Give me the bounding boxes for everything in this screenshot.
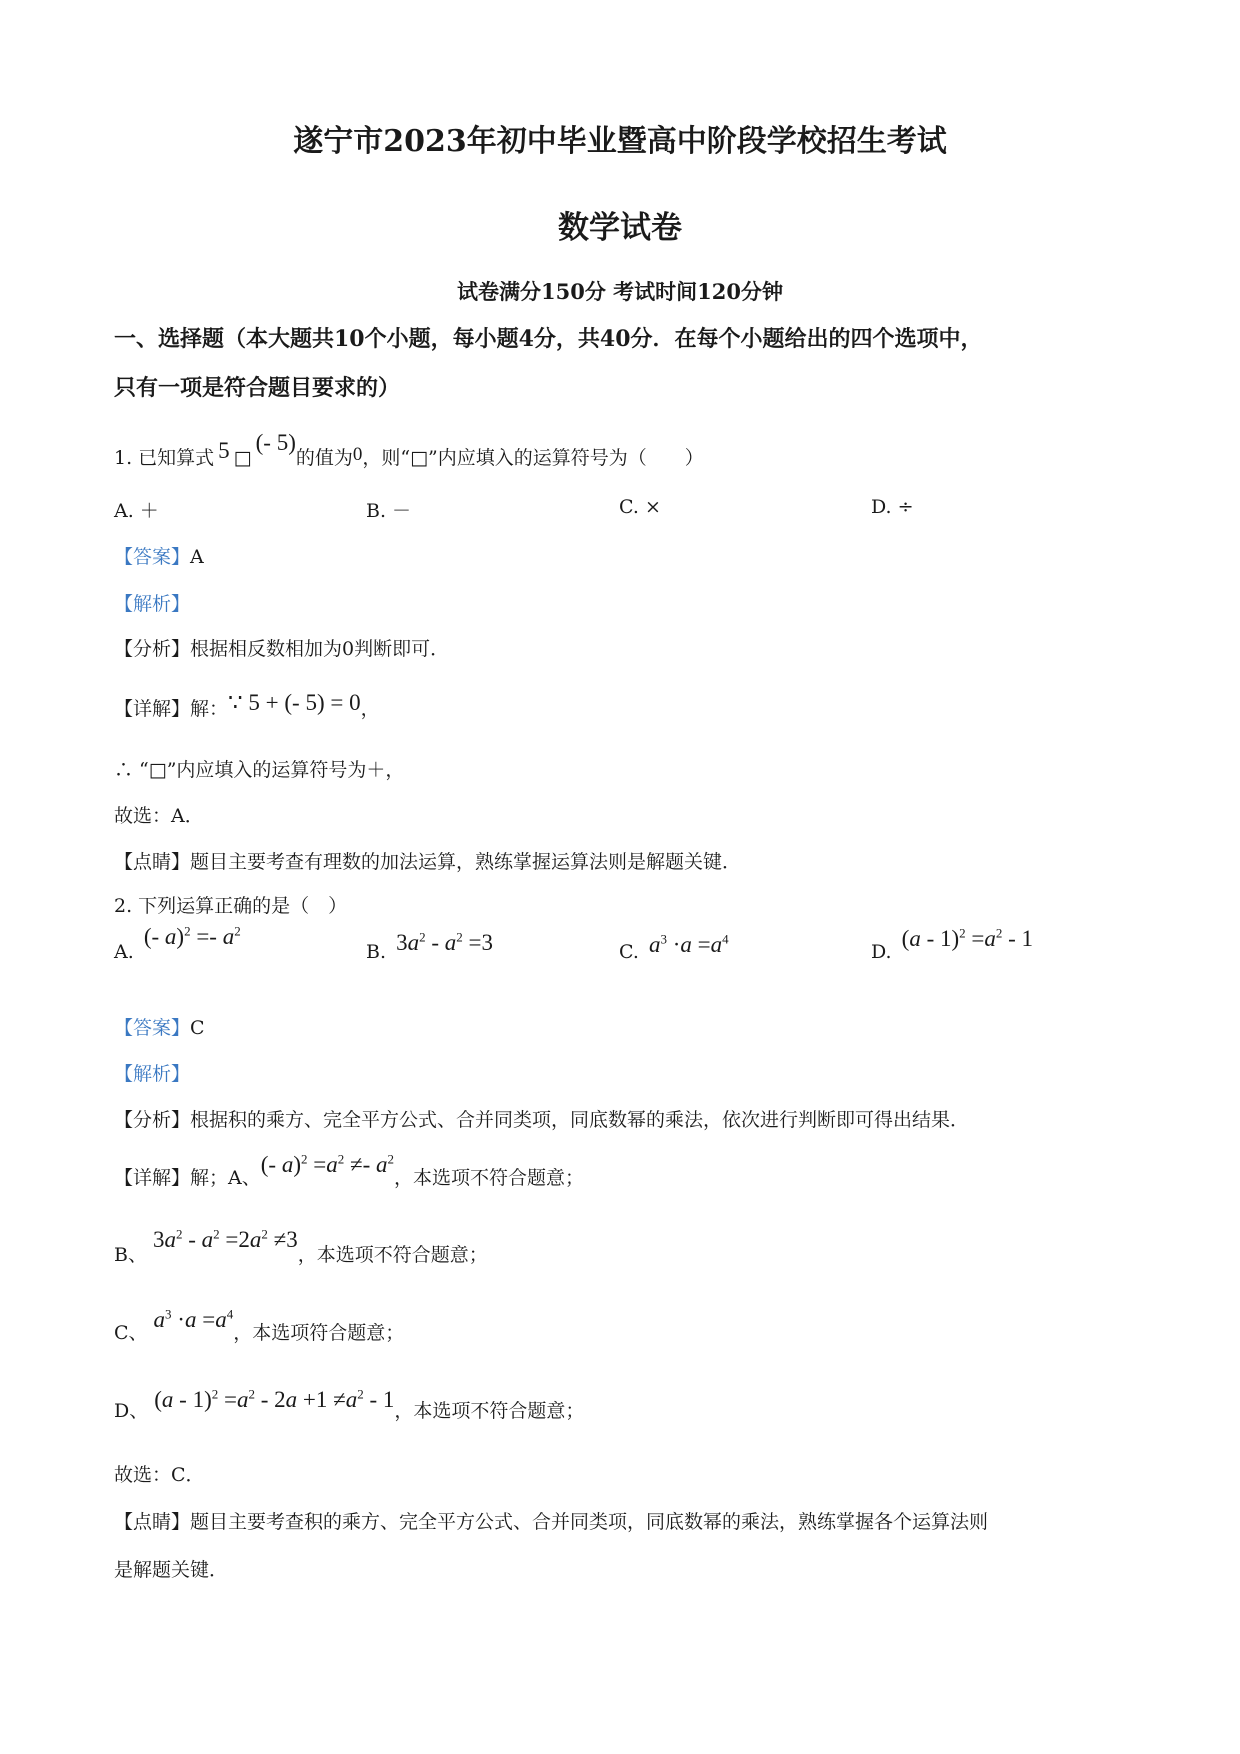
q2-option-d-label: D. <box>871 941 892 963</box>
q2-answer-value: C <box>190 1017 205 1039</box>
q1-choose: 故选：A． <box>114 805 204 827</box>
page-title: 遂宁市2023年初中毕业暨高中阶段学校招生考试 <box>293 124 947 159</box>
q1-math-box: □ <box>233 447 252 469</box>
q1-option-c: C. × <box>619 496 661 518</box>
page-subtitle: 数学试卷 <box>558 210 682 246</box>
q1-stem-prefix: 1. 已知算式 <box>114 447 215 469</box>
q1-stem-suffix: ，则“□”内应填入的运算符号为（ ） <box>362 447 704 469</box>
q2-detail-b-label: B、 <box>114 1244 147 1266</box>
q1-xiangjie-math: ∵ 5 + (- 5) = 0 <box>228 690 361 715</box>
q2-detail-a <box>114 1151 585 1190</box>
q2-option-b <box>366 929 493 964</box>
q2-stem: 2. 下列运算正确的是（ ） <box>114 895 348 917</box>
q1-math-neg5: (- 5) <box>255 430 296 455</box>
q2-detail-c-math: $a^3 \cdot a =a^4$ <box>153 1306 234 1332</box>
q2-option-d-math: $(a - 1)^2 =a^2 - 1$ <box>901 925 1034 951</box>
q2-detail-d-note: ，本选项不符合题意； <box>394 1400 585 1422</box>
q2-detail-d <box>114 1386 585 1423</box>
section-heading-line2: 只有一项是符合题目要求的） <box>114 375 401 401</box>
q2-option-b-math: $3a^2 - a^2 =3$ <box>396 929 493 955</box>
q1-option-a: A. ＋ <box>114 500 159 522</box>
q2-answer-tag: 【答案】 <box>114 1017 191 1039</box>
q1-dianjing: 【点睛】题目主要考查有理数的加法运算，熟练掌握运算法则是解题关键． <box>114 851 742 873</box>
q2-option-b-label: B. <box>366 941 387 963</box>
q2-fenxi: 【分析】根据积的乘方、完全平方公式、合并同类项，同底数幂的乘法，依次进行判断即可得出结果． <box>114 1109 970 1131</box>
q1-xiangjie-prefix: 【详解】解： <box>114 698 229 720</box>
q2-detail-b-math: $3a^2 - a^2 =2a^2 \ne 3$ <box>152 1226 298 1252</box>
q2-detail-d-math: $(a - 1)^2 =a^2 - 2a +1 \ne a^2 - 1$ <box>154 1386 395 1412</box>
q2-choose: 故选：C． <box>114 1464 205 1486</box>
q1-answer-value: A <box>190 546 204 568</box>
q2-dianjing-line1: 【点睛】题目主要考查积的乘方、完全平方公式、合并同类项，同底数幂的乘法，熟练掌握各个运算法则 <box>114 1511 989 1533</box>
q2-option-d <box>871 925 1034 964</box>
q1-math-zero: 0 <box>352 444 363 465</box>
q1-stem-mid: 的值为 <box>295 447 353 469</box>
q2-detail-c-note: ，本选项符合题意； <box>233 1322 405 1344</box>
section-heading-line1: 一、选择题（本大题共10个小题，每小题4分，共40分．在每个小题给出的四个选项中， <box>114 326 983 352</box>
q2-detail-a-note: ，本选项不符合题意； <box>394 1167 585 1189</box>
q2-detail-a-math: (- $a)^2 =a^2 \ne- a^2$ <box>260 1151 395 1177</box>
q1-stem <box>114 430 704 470</box>
q1-therefore: ∴ “□”内应填入的运算符号为＋， <box>114 759 405 781</box>
q1-option-b: B. － <box>366 500 412 522</box>
q2-detail-c-label: C、 <box>114 1322 148 1344</box>
q2-option-a-math: (- $a)^2 =- a^2$ <box>143 923 241 949</box>
q1-analysis-tag: 【解析】 <box>114 593 191 615</box>
q2-option-c-math: $a^3 \cdot a =a^4$ <box>648 931 729 957</box>
q2-detail-prefix: 【详解】解；A、 <box>114 1167 261 1189</box>
q2-detail-b-note: ，本选项不符合题意； <box>297 1244 488 1266</box>
q2-dianjing-line2: 是解题关键． <box>114 1559 229 1581</box>
q1-math-five: 5 <box>218 438 230 463</box>
q1-option-d: D. ÷ <box>871 496 914 518</box>
q1-answer <box>114 542 204 569</box>
q2-analysis-tag: 【解析】 <box>114 1063 191 1085</box>
exam-meta: 试卷满分150分 考试时间120分钟 <box>457 279 783 304</box>
q1-xiangjie <box>114 690 380 721</box>
q1-fenxi: 【分析】根据相反数相加为0判断即可． <box>114 638 450 660</box>
q2-detail-c <box>114 1306 405 1345</box>
q2-option-a <box>114 923 241 964</box>
q2-answer <box>114 1013 205 1040</box>
q2-option-a-label: A. <box>114 941 134 963</box>
q1-xiangjie-suffix: ， <box>360 698 380 720</box>
q1-answer-tag: 【答案】 <box>114 546 191 568</box>
q2-detail-d-label: D、 <box>114 1400 149 1422</box>
q2-option-c <box>619 931 729 964</box>
q2-option-c-label: C. <box>619 941 639 963</box>
q2-detail-b <box>114 1226 488 1267</box>
